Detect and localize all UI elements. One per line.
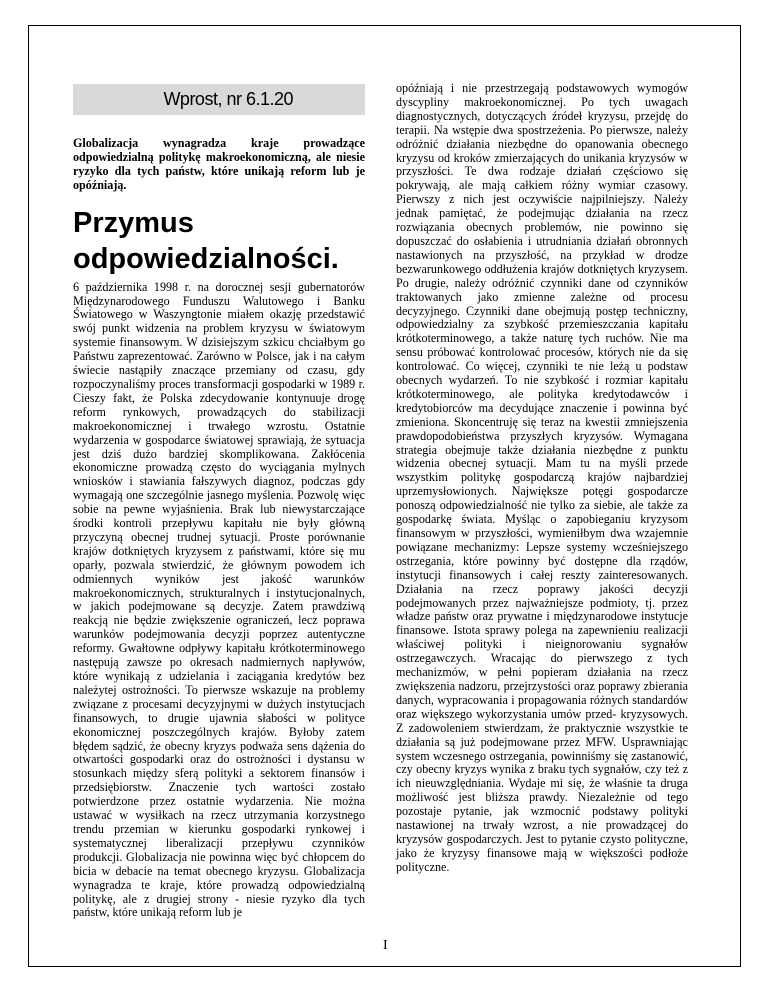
source-box (73, 84, 365, 115)
article-body-right: opóźniają i nie przestrzegają podstawowych wymogów dyscypliny makroekonomicznej. Po tych uwagach diagnostycznych, dotyczących źródeł kryzysu, przejdę do terapii. Na wstępie dwa spostrzeżenia. Po pierwsze, należy odróżnić działania niezbędne do opanowania obecnego kryzysu od kroków zmierzających do unikania kryzysów w przyszłości. Te dwa rodzaje działań częściowo się pokrywają, ale mają całkiem różny wymiar czasowy. Pierwszy z nich jest oczywiście najpilniejszy. Należy jednak pamiętać, że podejmując działania na rzecz rozwiązania obecnych problemów, nie powinno się dopuszczać do osłabienia i utrudniania działań obronnych nastawionych na przyszłość, na przykład w drodze bezwarunkowego oddłużenia krajów dotkniętych kryzysem. Po drugie, należy odróżnić czynniki dane od czynników traktowanych jako zmienne zależne od procesu decyzyjnego. Czynniki dane obejmują postęp techniczny, odpowiedzialny za szybkość przemieszczania kapitału krótkoterminowego, a także naturę tych ruchów. Nie ma sensu próbować kontrolować procesów, których nie da się kontrolować. Co więcej, czynniki te nie leżą u podstaw obecnych wydarzeń. To nie szybkość i rozmiar kapitału krótkoterminowego, ale polityka kredytodawców i kredytobiorców ma decydujące znaczenie i powinna być zmieniona. Skoncentruję się teraz na kwestii zmniejszenia prawdopodobieństwa przyszłych kryzysów. Wymagana strategia obejmuje także działania niezbędne z punktu widzenia obecnej sytuacji. Mam tu na myśli przede wszystkim politykę gospodarczą krajów najbardziej uprzemysłowionych. Największe potęgi gospodarcze ponoszą odpowiedzialność nie tylko za siebie, ale także za gospodarkę świata. Myśląc o zapobieganiu kryzysom finansowym w przyszłości, wymieniłbym dwa wzajemnie powiązane mechanizmy: Lepsze systemy wcześniejszego ostrzegania, które powinny być dostępne dla rządów, instytucji finansowych i całej reszty zainteresowanych. Działania na rzecz poprawy jakości decyzji podejmowanych przez najważniejsze podmioty, tj. przez władze państw oraz prywatne i międzynarodowe instytucje finansowe. Istota sprawy polega na zapewnieniu realizacji właściwej polityki i nieignorowaniu sygnałów ostrzegawczych. Wracając do pierwszego z tych mechanizmów, w pełni popieram działania na rzecz zwiększenia nadzoru, przejrzystości oraz poprawy zbierania danych, wypracowania i propagowania różnych standardów oraz większego wykorzystania umów przed- kryzysowych. Z zadowoleniem stwierdzam, że praktycznie wszystkie te działania są już podejmowane przez MFW. Usprawniając system wczesnego ostrzegania, powinniśmy się zastanowić, czy obecny kryzys wynika z braku tych sygnałów, czy też z ich nieuwzględniania. Wydaje mi się, że właśnie ta druga możliwość jest bliższa prawdy. Niezależnie od tego pozostaje pytanie, jak wzmocnić podstawy polityki nastawionej na trwały wzrost, a nie prowadzącej do kryzysów gospodarczych. Jest to pytanie czysto polityczne, jako że kryzysy finansowe mają w większości podłoże polityczne. (396, 81, 688, 874)
left-column (73, 84, 365, 920)
article-lead: Globalizacja wynagradza kraje prowadzące odpowiedzialną politykę makroekonomiczną, ale niesie ryzyko dla tych państw, które unikają reform lub je opóźniają. (73, 136, 365, 192)
page-number: I (383, 938, 388, 953)
source-label: Wprost, nr 6.1.20 (163, 88, 293, 109)
article-title: Przymus odpowiedzialności. (73, 206, 339, 275)
right-column (396, 82, 688, 875)
article-body-left: 6 października 1998 r. na dorocznej sesji gubernatorów Międzynarodowego Funduszu Walutowego i Banku Światowego w Waszyngtonie miałem okazję przedstawić swój punkt widzenia na problem kryzysu w światowym systemie finansowym. W dzisiejszym szkicu chciałbym go Państwu zaprezentować. Zarówno w Polsce, jak i na całym świecie nastąpiły znaczące przemiany od czasu, gdy rozpoczynaliśmy proces transformacji gospodarki w 1989 r. Cieszy fakt, że Polska zdecydowanie kontynuuje drogę reform rynkowych, prowadzących do stabilizacji makroekonomicznej i trwałego wzrostu. Ostatnie wydarzenia w gospodarce światowej sprawiają, że sytuacja jest dziś dużo bardziej skomplikowana. Zakłócenia ekonomiczne prowadzą często do wyciągania mylnych wniosków i stawiania fałszywych diagnoz, podczas gdy wymagają one szczególnie jasnego myślenia. Pozwolę więc sobie na pewne wyjaśnienia. Brak lub niewystarczające środki kontroli przepływu kapitału nie były główną przyczyną obecnej trudnej sytuacji. Proste porównanie krajów dotkniętych kryzysem z państwami, które się mu oparły, pozwala stwierdzić, że głównym powodem ich odmiennych wyników jest jakość warunków makroekonomicznych, strukturalnych i instytucjonalnych, w jakich podejmowane są decyzje. Zatem prawdziwą reakcją nie będzie zwiększenie ograniczeń, lecz poprawa warunków podejmowania decyzji poprzez autentyczne reformy. Gwałtowne odpływy kapitału krótkoterminowego następują zawsze po okresach nadmiernych napływów, które wynikają z udzielania i zaciągania kredytów bez należytej ostrożności. To pierwsze wskazuje na problemy związane z procesami decyzyjnymi w dużych instytucjach finansowych, to drugie ujawnia słabości w polityce ekonomicznej poszczególnych krajów. Byłoby zatem błędem sądzić, że obecny kryzys podważa sens dążenia do otwartości gospodarki oraz do ostrożności i dystansu w stosunkach między sferą polityki a sektorem finansów i przedsiębiorstw. Znaczenie tych wartości zostało potwierdzone przez ostatnie wydarzenia. Nie można ustawać w wysiłkach na rzecz utrzymania korzystnego trendu przemian w kierunku gospodarki rynkowej i systematycznej liberalizacji przepływu czynników produkcji. Globalizacja nie powinna więc być chłopcem do bicia w debacie na temat obecnego kryzysu. Globalizacja wynagradza te kraje, które prowadzą odpowiedzialną politykę, ale z drugiej strony - niesie ryzyko dla tych państw, które unikają reform lub je (73, 279, 365, 920)
